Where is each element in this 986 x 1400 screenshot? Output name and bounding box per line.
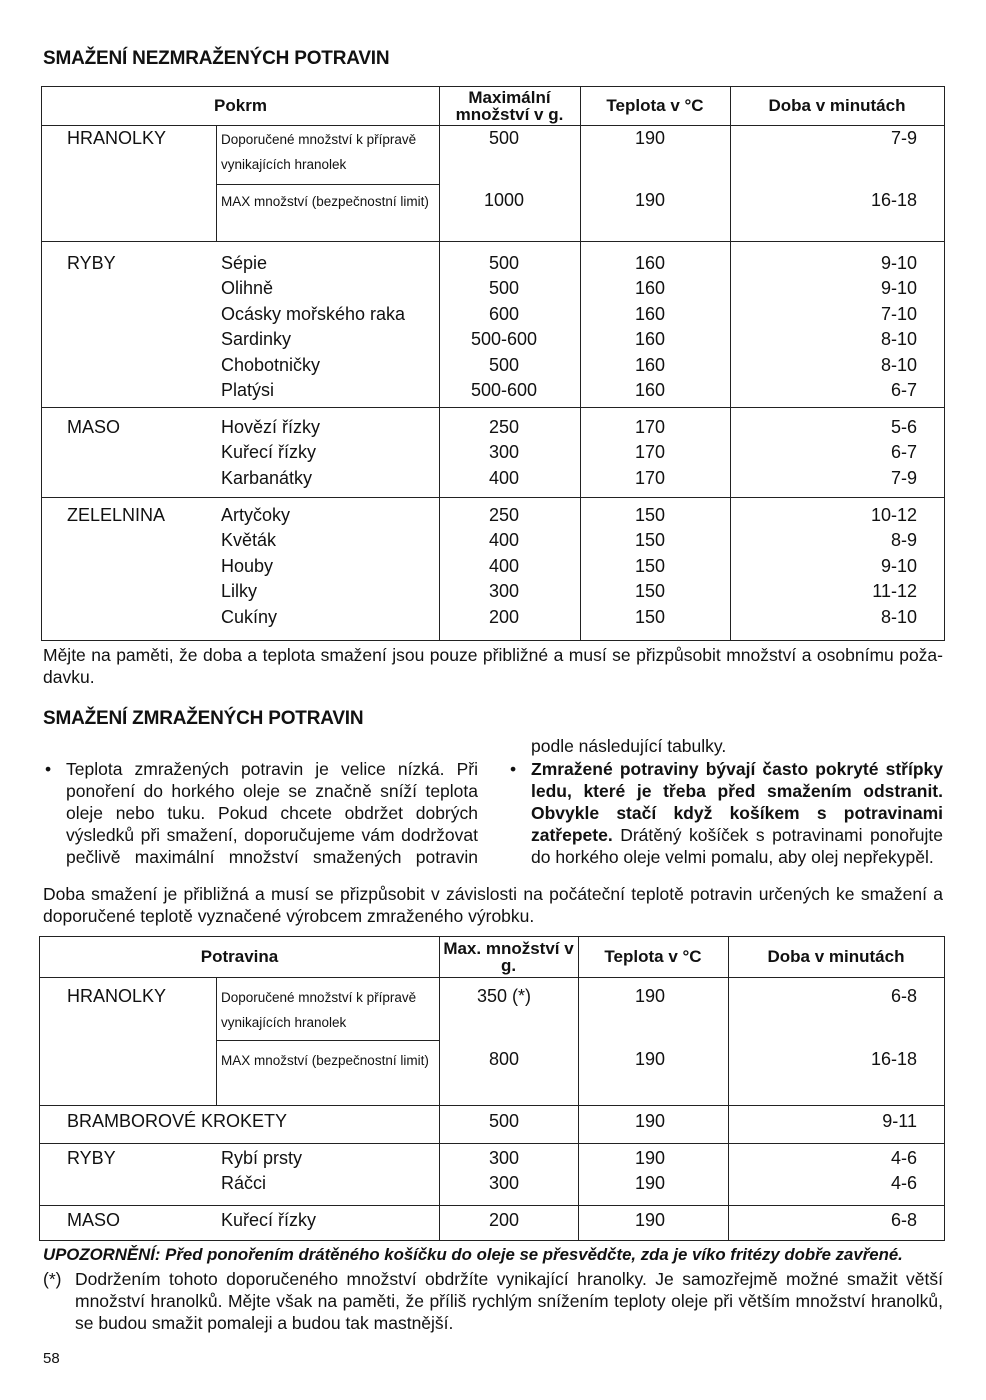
maso-item-temp: 170 <box>634 417 666 437</box>
zelenina-item-qty: 400 <box>488 555 520 576</box>
zelenina-item-qty: 200 <box>488 606 520 627</box>
ryby-item-temp: 160 <box>634 354 666 375</box>
ryby-item-name: Platýsi <box>221 380 275 401</box>
footnote-line: se budou smažit pomaleji a budou tak mastnější. <box>75 1313 454 1333</box>
frozen-max-label: MAX množství (bezpečnostní limit) <box>221 1053 429 1068</box>
bullet-right-line <box>531 824 943 846</box>
hranolky-max-temp: 190 <box>634 190 666 210</box>
zelenina-names <box>221 503 290 630</box>
ryby-item-temp: 160 <box>634 303 666 324</box>
hranolky-rec-time: 7-9 <box>890 128 917 148</box>
maso-item-temp: 170 <box>634 467 666 488</box>
zelenina-item-qty: 250 <box>488 505 520 525</box>
frozen-label-hranolky: HRANOLKY <box>67 986 167 1006</box>
bullet-right-bold-end: zatřepete. <box>531 825 613 845</box>
ryby-item-name: Sépie <box>221 253 268 273</box>
page-number: 58 <box>43 1350 60 1367</box>
frozen-ryby-temp: 190 <box>634 1148 666 1168</box>
footnote-text <box>75 1268 943 1334</box>
note-line1: Mějte na paměti, že doba a teplota smažení jsou pouze přibližné a musí se přizpůsobit množství a osobnímu poža- <box>43 645 943 665</box>
frozen-max-qty: 800 <box>488 1049 520 1069</box>
ryby-item-name: Olihně <box>221 278 274 299</box>
frozen-ryby-temp: 190 <box>634 1173 666 1194</box>
frozen-rec-time: 6-8 <box>890 986 917 1006</box>
ryby-item-time: 9-10 <box>880 253 917 273</box>
ryby-item-qty: 600 <box>488 303 520 324</box>
frozen-maso-name: Kuřecí řízky <box>221 1210 317 1230</box>
maso-item-qty: 300 <box>488 442 520 463</box>
zelenina-item-qty: 400 <box>488 530 520 551</box>
ryby-temps <box>576 251 724 403</box>
frozen-ryby-time: 4-6 <box>890 1173 917 1194</box>
frozen-ryby-qty: 300 <box>488 1173 520 1194</box>
zelenina-item-name: Houby <box>221 555 274 576</box>
zelenina-item-time: 9-10 <box>880 555 917 576</box>
zelenina-qtys <box>434 503 574 630</box>
frozen-label-ryby: RYBY <box>67 1148 116 1168</box>
frozen-max-time: 16-18 <box>870 1049 917 1069</box>
ryby-item-qty: 500-600 <box>470 380 538 401</box>
section2-title: SMAŽENÍ ZMRAŽENÝCH POTRAVIN <box>43 708 364 729</box>
frozen-ryby-name: Ráčci <box>221 1173 267 1194</box>
krokety-qty: 500 <box>488 1111 520 1131</box>
zelenina-item-time: 8-10 <box>880 606 917 627</box>
zelenina-item-qty: 300 <box>488 581 520 602</box>
maso-qtys <box>434 415 574 491</box>
frozen-rec-temp: 190 <box>634 986 666 1006</box>
frozen-rec-line1: Doporučené množství k přípravě <box>221 990 417 1005</box>
frozen-ryby-names <box>221 1146 302 1197</box>
ryby-item-qty: 500 <box>488 354 520 375</box>
zelenina-item-temp: 150 <box>634 606 666 627</box>
frozen-para-line2: doporučené teplotě vyznačené výrobcem zmraženého výrobku. <box>43 906 535 926</box>
bullet-right-text <box>531 758 943 868</box>
maso-item-temp: 170 <box>634 442 666 463</box>
maso-item-name: Kuřecí řízky <box>221 442 317 463</box>
section1-title: SMAŽENÍ NEZMRAŽENÝCH POTRAVIN <box>43 48 390 69</box>
header-time: Doba v minutách <box>768 96 906 115</box>
ryby-item-temp: 160 <box>634 253 666 273</box>
zelenina-temps <box>576 503 724 630</box>
ryby-item-name: Sardinky <box>221 329 292 350</box>
header-pokrm: Pokrm <box>214 96 267 115</box>
bullet-left-text <box>66 758 478 868</box>
row-label-hranolky: HRANOLKY <box>67 128 167 148</box>
hranolky-rec-line1: Doporučené množství k přípravě <box>221 132 417 147</box>
zelenina-item-temp: 150 <box>634 530 666 551</box>
frozen-ryby-qty: 300 <box>488 1148 520 1168</box>
zelenina-times <box>797 503 917 630</box>
maso-item-time: 5-6 <box>890 417 917 437</box>
ryby-item-time: 6-7 <box>890 380 917 401</box>
zelenina-item-time: 11-12 <box>872 581 917 602</box>
frozen-ryby-time: 4-6 <box>890 1148 917 1168</box>
frozen-max-temp: 190 <box>634 1049 666 1069</box>
maso-item-time: 7-9 <box>890 467 917 488</box>
zelenina-item-name: Artyčoky <box>221 505 291 525</box>
bullet-left-line: Teplota zmražených potravin je velice nízká. Při <box>66 759 478 779</box>
frozen-label-maso: MASO <box>67 1210 121 1230</box>
krokety-time: 9-11 <box>882 1111 917 1131</box>
bullet-right-line: Zmražené potraviny bývají často pokryté střípky <box>531 759 943 779</box>
ryby-item-temp: 160 <box>634 380 666 401</box>
bullet-right-line: do horkého oleje velmi pomalu, aby olej nepřekypěl. <box>531 847 934 867</box>
hranolky-rec-line2: vynikajících hranolek <box>221 157 347 172</box>
maso-times <box>797 415 917 491</box>
bullet-left-line: ponoření do horkého oleje se značně sníží teplota <box>66 781 478 801</box>
maso-item-qty: 400 <box>488 467 520 488</box>
ryby-item-time: 8-10 <box>880 329 917 350</box>
footnote-line: Dodržením tohoto doporučeného množství obdržíte vynikající hranolky. Je samozřejmě možné smažit větší <box>75 1269 943 1289</box>
frozen-label-krokety: BRAMBOROVÉ KROKETY <box>67 1111 288 1131</box>
ryby-times <box>797 251 917 403</box>
hranolky-max-label: MAX množství (bezpečnostní limit) <box>221 194 429 209</box>
frozen-ryby-name: Rybí prsty <box>221 1148 303 1168</box>
hranolky-rec-temp: 190 <box>634 128 666 148</box>
ryby-item-qty: 500-600 <box>470 329 538 350</box>
bullet-dot: • <box>45 759 52 779</box>
frozen-para-line1: Doba smažení je přibližná a musí se přizpůsobit v závislosti na počáteční teplotě potravin určených ke smažení a <box>43 884 943 904</box>
row-label-maso: MASO <box>67 417 121 437</box>
row-label-zelenina: ZELELNINA <box>67 505 166 525</box>
warning-text: UPOZORNĚNÍ: Před ponořením drátěného košíčku do oleje se přesvědčte, zda je víko fritézy dobře zavřené. <box>43 1245 903 1264</box>
ryby-item-qty: 500 <box>488 253 520 273</box>
maso-item-name: Hovězí řízky <box>221 417 321 437</box>
right-continuation: podle následující tabulky. <box>531 736 727 756</box>
ryby-item-time: 9-10 <box>880 278 917 299</box>
ryby-item-temp: 160 <box>634 329 666 350</box>
zelenina-item-time: 10-12 <box>870 505 917 525</box>
frozen-ryby-temps <box>576 1146 724 1197</box>
header-temp: Teplota v °C <box>604 947 702 966</box>
frozen-ryby-qtys <box>434 1146 574 1197</box>
note-line2: davku. <box>43 667 95 687</box>
krokety-temp: 190 <box>634 1111 666 1131</box>
bullet-right-rest: Drátěný košíček s potravinami ponořujte <box>612 825 943 845</box>
ryby-item-temp: 160 <box>634 278 666 299</box>
hranolky-max-qty: 1000 <box>483 190 525 210</box>
maso-temps <box>576 415 724 491</box>
ryby-item-time: 7-10 <box>880 303 917 324</box>
header-time: Doba v minutách <box>767 947 905 966</box>
row-label-ryby: RYBY <box>67 253 116 273</box>
header-temp: Teplota v °C <box>606 96 704 115</box>
frozen-ryby-times <box>797 1146 917 1197</box>
bullet-right-line: Obvykle stačí když košíkem s potravinami <box>531 803 943 823</box>
bullet-left-line: oleje nebo tuku. Pokud chcete obdržet dobrých <box>66 803 478 823</box>
maso-item-name: Karbanátky <box>221 467 313 488</box>
zelenina-item-time: 8-9 <box>890 530 917 551</box>
zelenina-item-temp: 150 <box>634 505 666 525</box>
hranolky-max-time: 16-18 <box>870 190 917 210</box>
header-max-qty: Max. množství v g. <box>443 939 574 975</box>
zelenina-item-name: Cukíny <box>221 606 278 627</box>
hranolky-rec-qty: 500 <box>488 128 520 148</box>
frozen-rec-qty: 350 (*) <box>476 986 532 1006</box>
ryby-item-name: Ocásky mořského raka <box>221 303 406 324</box>
footnote-mark: (*) <box>43 1269 62 1289</box>
bullet-dot: • <box>510 759 517 779</box>
frozen-maso-temp: 190 <box>634 1210 666 1230</box>
header-potravina: Potravina <box>200 947 279 966</box>
footnote-line: množství hranolků. Mějte však na paměti, že příliš rychlým snížením teploty oleje při větším množství hranolků, <box>75 1291 943 1311</box>
bullet-left-line: výsledků při smažení, doporučujeme vám dodržovat <box>66 825 478 845</box>
ryby-item-name: Chobotničky <box>221 354 321 375</box>
ryby-qtys <box>434 251 574 403</box>
header-max-qty: Maximální množství v g. <box>455 88 564 124</box>
zelenina-item-temp: 150 <box>634 581 666 602</box>
zelenina-item-name: Květák <box>221 530 277 551</box>
ryby-names <box>221 251 405 403</box>
frozen-rec-line2: vynikajících hranolek <box>221 1015 347 1030</box>
maso-item-qty: 250 <box>488 417 520 437</box>
bullet-right-line: ledu, které je třeba před smažením odstranit. <box>531 781 943 801</box>
bullet-left-line: pečlivě maximální množství smažených potravin <box>66 847 478 867</box>
ryby-item-qty: 500 <box>488 278 520 299</box>
maso-item-time: 6-7 <box>890 442 917 463</box>
zelenina-item-temp: 150 <box>634 555 666 576</box>
ryby-item-time: 8-10 <box>880 354 917 375</box>
zelenina-item-name: Lilky <box>221 581 258 602</box>
frozen-maso-time: 6-8 <box>890 1210 917 1230</box>
frozen-maso-qty: 200 <box>488 1210 520 1230</box>
maso-names <box>221 415 320 491</box>
